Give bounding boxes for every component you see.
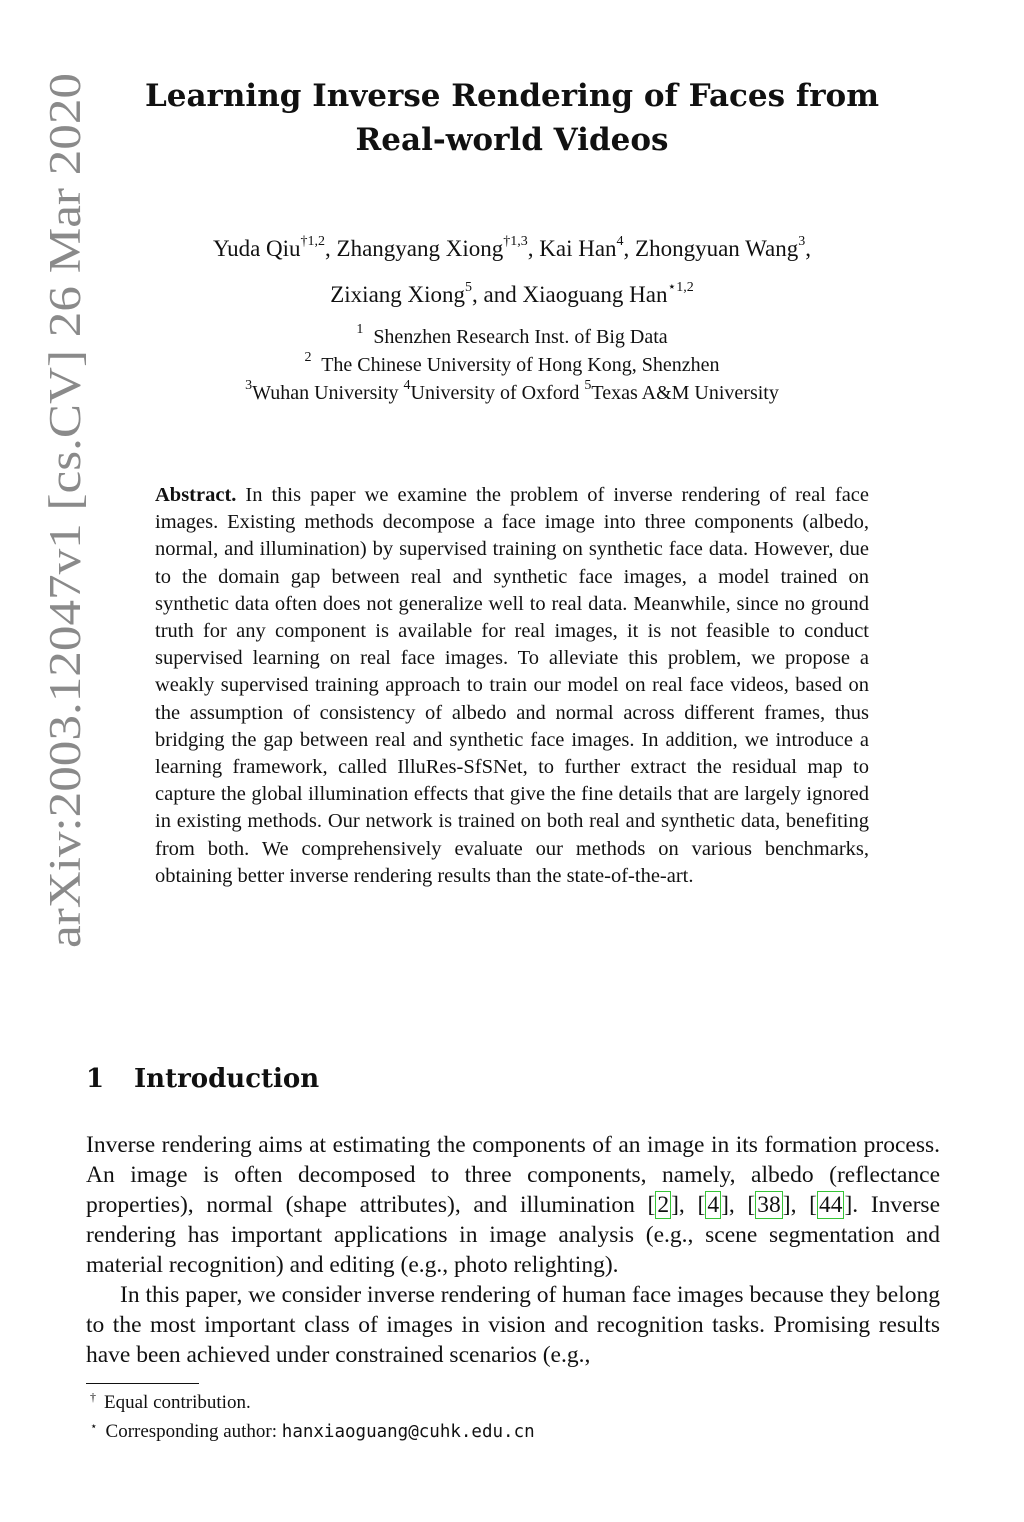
citation-link[interactable]: 44: [818, 1192, 843, 1218]
author-name: Zixiang Xiong: [330, 282, 466, 307]
citation-link[interactable]: 38: [757, 1192, 781, 1218]
paper-title: [120, 74, 904, 162]
author-line-1: Yuda Qiu$^{\dagger 1,2}$, Zhangyang Xiong$^{\dagger 1,3}$, Kai Han$^4$, Zhongyuan Wang$^3$,: [213, 234, 811, 261]
footnote: † Equal contribution.: [90, 1390, 251, 1413]
author-name: Zhongyuan Wang: [635, 236, 799, 261]
footnote-mark: †: [90, 1390, 96, 1404]
author-line-2: Zixiang Xiong$^5$, and Xiaoguang Han$^{⋆1,2}$: [330, 280, 694, 307]
citation-link[interactable]: 4: [707, 1192, 720, 1218]
abstract-label: Abstract.: [155, 484, 237, 506]
paragraph: Inverse rendering aims at estimating the components of an image in its formation process. An image is often decomposed to three components, namely, albedo (reflectance properties), normal (shape attributes), and illumination [2], [4], [38], [44]. Inverse rendering has important applications in image analysis (e.g., scene segmentation and material recognition) and editing (e.g., photo relighting).: [86, 1132, 940, 1278]
introduction-body: [86, 1130, 940, 1370]
section-title: Introduction: [134, 1064, 320, 1094]
paragraph: In this paper, we consider inverse rendering of human face images because they belong to the most important class of images in vision and recognition tasks. Promising results have been achieved under constrained scenarios (e.g.,: [86, 1282, 940, 1368]
footnote-mark: ⋆: [90, 1419, 98, 1433]
author-name: Kai Han: [539, 236, 617, 261]
author-name: Xiaoguang Han: [522, 282, 668, 307]
author-affiliation-mark: 3: [798, 234, 806, 250]
affiliation-line: $^3$Wuhan University $^4$University of Oxford $^5$Texas A&M University: [245, 378, 779, 404]
author-list: [100, 226, 924, 318]
affiliation-line: $^2$ The Chinese University of Hong Kong, Shenzhen: [304, 350, 720, 376]
author-affiliation-mark: †1,2: [300, 234, 326, 250]
affiliation-list: [100, 323, 924, 407]
footnotes: [86, 1389, 886, 1447]
title-line-1: Learning Inverse Rendering of Faces from: [144, 78, 880, 114]
author-affiliation-mark: 5: [465, 280, 473, 296]
title-line-2: Real-world Videos: [355, 122, 669, 158]
abstract-text: In this paper we examine the problem of inverse rendering of real face images. Existing methods decompose a face image into three components (albedo, normal, and illumination) by supervised training on synthetic face data. However, due to the domain gap between real and synthetic face images, a model trained on synthetic data often does not generalize well to real data. Meanwhile, since no ground truth for any component is available for real images, it is not feasible to conduct supervised learning on real face images. To alleviate this problem, we propose a weakly supervised training approach to train our model on real face videos, based on the assumption of consistency of albedo and normal across different frames, thus bridging the gap between real and synthetic face images. In addition, we introduce a learning framework, called IlluRes-SfSNet, to further extract the residual map to capture the global illumination effects that give the fine details that are largely ignored in existing methods. Our network is trained on both real and synthetic data, benefiting from both. We comprehensively evaluate our methods on various benchmarks, obtaining better inverse rendering results than the state-of-the-art.: [155, 484, 869, 887]
author-name: Zhangyang Xiong: [336, 236, 504, 261]
arxiv-identifier: arXiv:2003.12047v1 [cs.CV] 26 Mar 2020: [40, 178, 90, 948]
section-heading: [86, 1064, 319, 1094]
section-number: 1: [86, 1064, 105, 1094]
arxiv-identifier-stamp: [12, 70, 102, 950]
footnote: ⋆ Corresponding author: hanxiaoguang@cuhk.edu.cn: [90, 1419, 535, 1442]
footnote-divider: [86, 1383, 199, 1384]
affiliation-line: $^1$ Shenzhen Research Inst. of Big Data: [356, 322, 668, 348]
email-address[interactable]: hanxiaoguang@cuhk.edu.cn: [281, 1422, 535, 1442]
author-name: Yuda Qiu: [213, 236, 301, 261]
citation-link[interactable]: 2: [657, 1192, 670, 1218]
abstract: [155, 482, 869, 890]
author-affiliation-mark: 4: [616, 234, 624, 250]
author-affiliation-mark: †1,3: [503, 234, 528, 250]
author-affiliation-mark: ⋆1,2: [667, 280, 694, 296]
